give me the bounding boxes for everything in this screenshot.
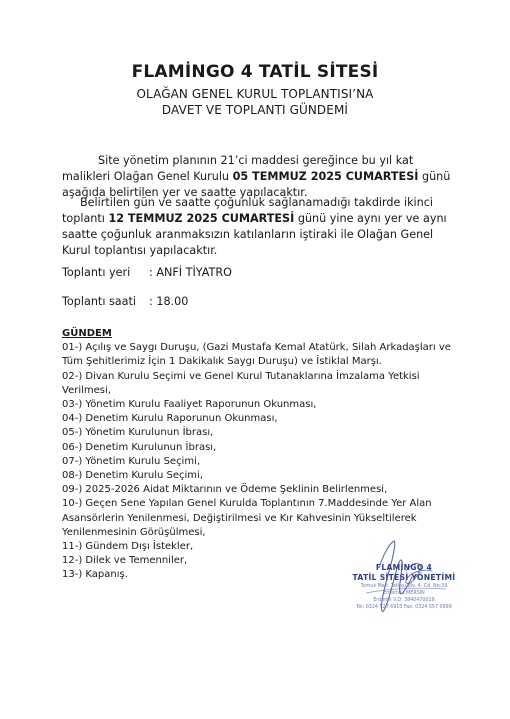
agenda-item: 04-) Denetim Kurulu Raporunun Okunması,: [62, 413, 278, 425]
agenda-item: 10-) Geçen Sene Yapılan Genel Kurulda Toplantının 7.Maddesinde Yer Alan Asansörlerin Yenilenmesi, Değiştirilmesi ve Kır Kahvesinin Yükseltilerek Yenilenmesinin Görüşülmesi,: [62, 498, 432, 538]
meeting-time-value: : 18.00: [149, 295, 189, 308]
agenda-item: 08-) Denetim Kurulu Seçimi,: [62, 470, 203, 482]
first-meeting-date: 05 TEMMUZ 2025 CUMARTESİ: [232, 170, 419, 183]
document-title: FLAMİNGO 4 TATİL SİTESİ: [131, 62, 379, 82]
agenda-item: 13-) Kapanış.: [62, 569, 128, 581]
stamp-line2: TATİL SİTESİ YÖNETİMİ: [352, 573, 456, 582]
agenda-item: 11-) Gündem Dışı İstekler,: [62, 541, 194, 553]
document-subtitle-line2: DAVET VE TOPLANTI GÜNDEMİ: [161, 103, 349, 117]
stamp-city: Erdemli / MERSİN: [383, 591, 425, 596]
invitation-paragraph: [62, 153, 462, 201]
agenda-item: 06-) Denetim Kurulunun İbrası,: [62, 441, 217, 453]
agenda-item: 03-) Yönetim Kurulu Faaliyet Raporunun Okunması,: [62, 399, 317, 411]
stamp-phone: Tel: 0324 527 6910 Fax: 0324 557 0999: [356, 605, 452, 610]
stamp-address: Tomuk Mah. Tatlısu Blv. 4. Cd. No:39: [360, 584, 448, 589]
meeting-place-label: Toplantı yeri: [62, 266, 131, 279]
paragraph2-text-start: Belirtilen gün ve saatte çoğunluk sağlanamadığı takdirde ikinci toplantı: [62, 196, 434, 225]
management-stamp: [336, 535, 472, 627]
paragraph1-text-start: Site yönetim planının 21’ci maddesi gereğince bu yıl kat malikleri Olağan Genel Kurulu: [62, 154, 414, 183]
agenda-heading: GÜNDEM: [62, 328, 112, 339]
meeting-time-label: Toplantı saati: [62, 295, 137, 308]
second-meeting-date: 12 TEMMUZ 2025 CUMARTESİ: [108, 212, 295, 225]
agenda-item: 02-) Divan Kurulu Seçimi ve Genel Kurul Tutanaklarına İmzalama Yetkisi Verilmesi,: [62, 370, 420, 396]
paragraph1-text-end: günü aşağıda belirtilen yer ve saatte yapılacaktır.: [62, 170, 451, 199]
agenda-item: 07-) Yönetim Kurulu Seçimi,: [62, 455, 201, 467]
meeting-time-row: [62, 295, 188, 308]
agenda-item: 09-) 2025-2026 Aidat Miktarının ve Ödeme Şeklinin Belirlenmesi,: [62, 484, 388, 496]
meeting-place-value: : ANFİ TİYATRO: [149, 266, 232, 279]
document-subtitle-line1: OLAĞAN GENEL KURUL TOPLANTISI’NA: [136, 87, 374, 101]
stamp-tax-office: Erdemli V.D. 3840470019: [373, 598, 435, 603]
agenda-item: 12-) Dilek ve Temenniler,: [62, 555, 188, 567]
agenda-item: 01-) Açılış ve Saygı Duruşu, (Gazi Mustafa Kemal Atatürk, Silah Arkadaşları ve Tüm Şehitlerimiz İçin 1 Dakikalık Saygı Duruşu) ve İstiklal Marşı.: [62, 342, 451, 368]
stamp-line1: FLAMİNGO 4: [375, 563, 433, 572]
agenda-item: 05-) Yönetim Kurulunun İbrası,: [62, 427, 214, 439]
second-meeting-paragraph: [62, 195, 462, 259]
meeting-place-row: [62, 266, 232, 279]
paragraph2-text-end: günü yine aynı yer ve aynı saatte çoğunluk aranmaksızın katılanların iştiraki ile Olağan Genel Kurul toplantısı yapılacaktır.: [62, 212, 447, 257]
